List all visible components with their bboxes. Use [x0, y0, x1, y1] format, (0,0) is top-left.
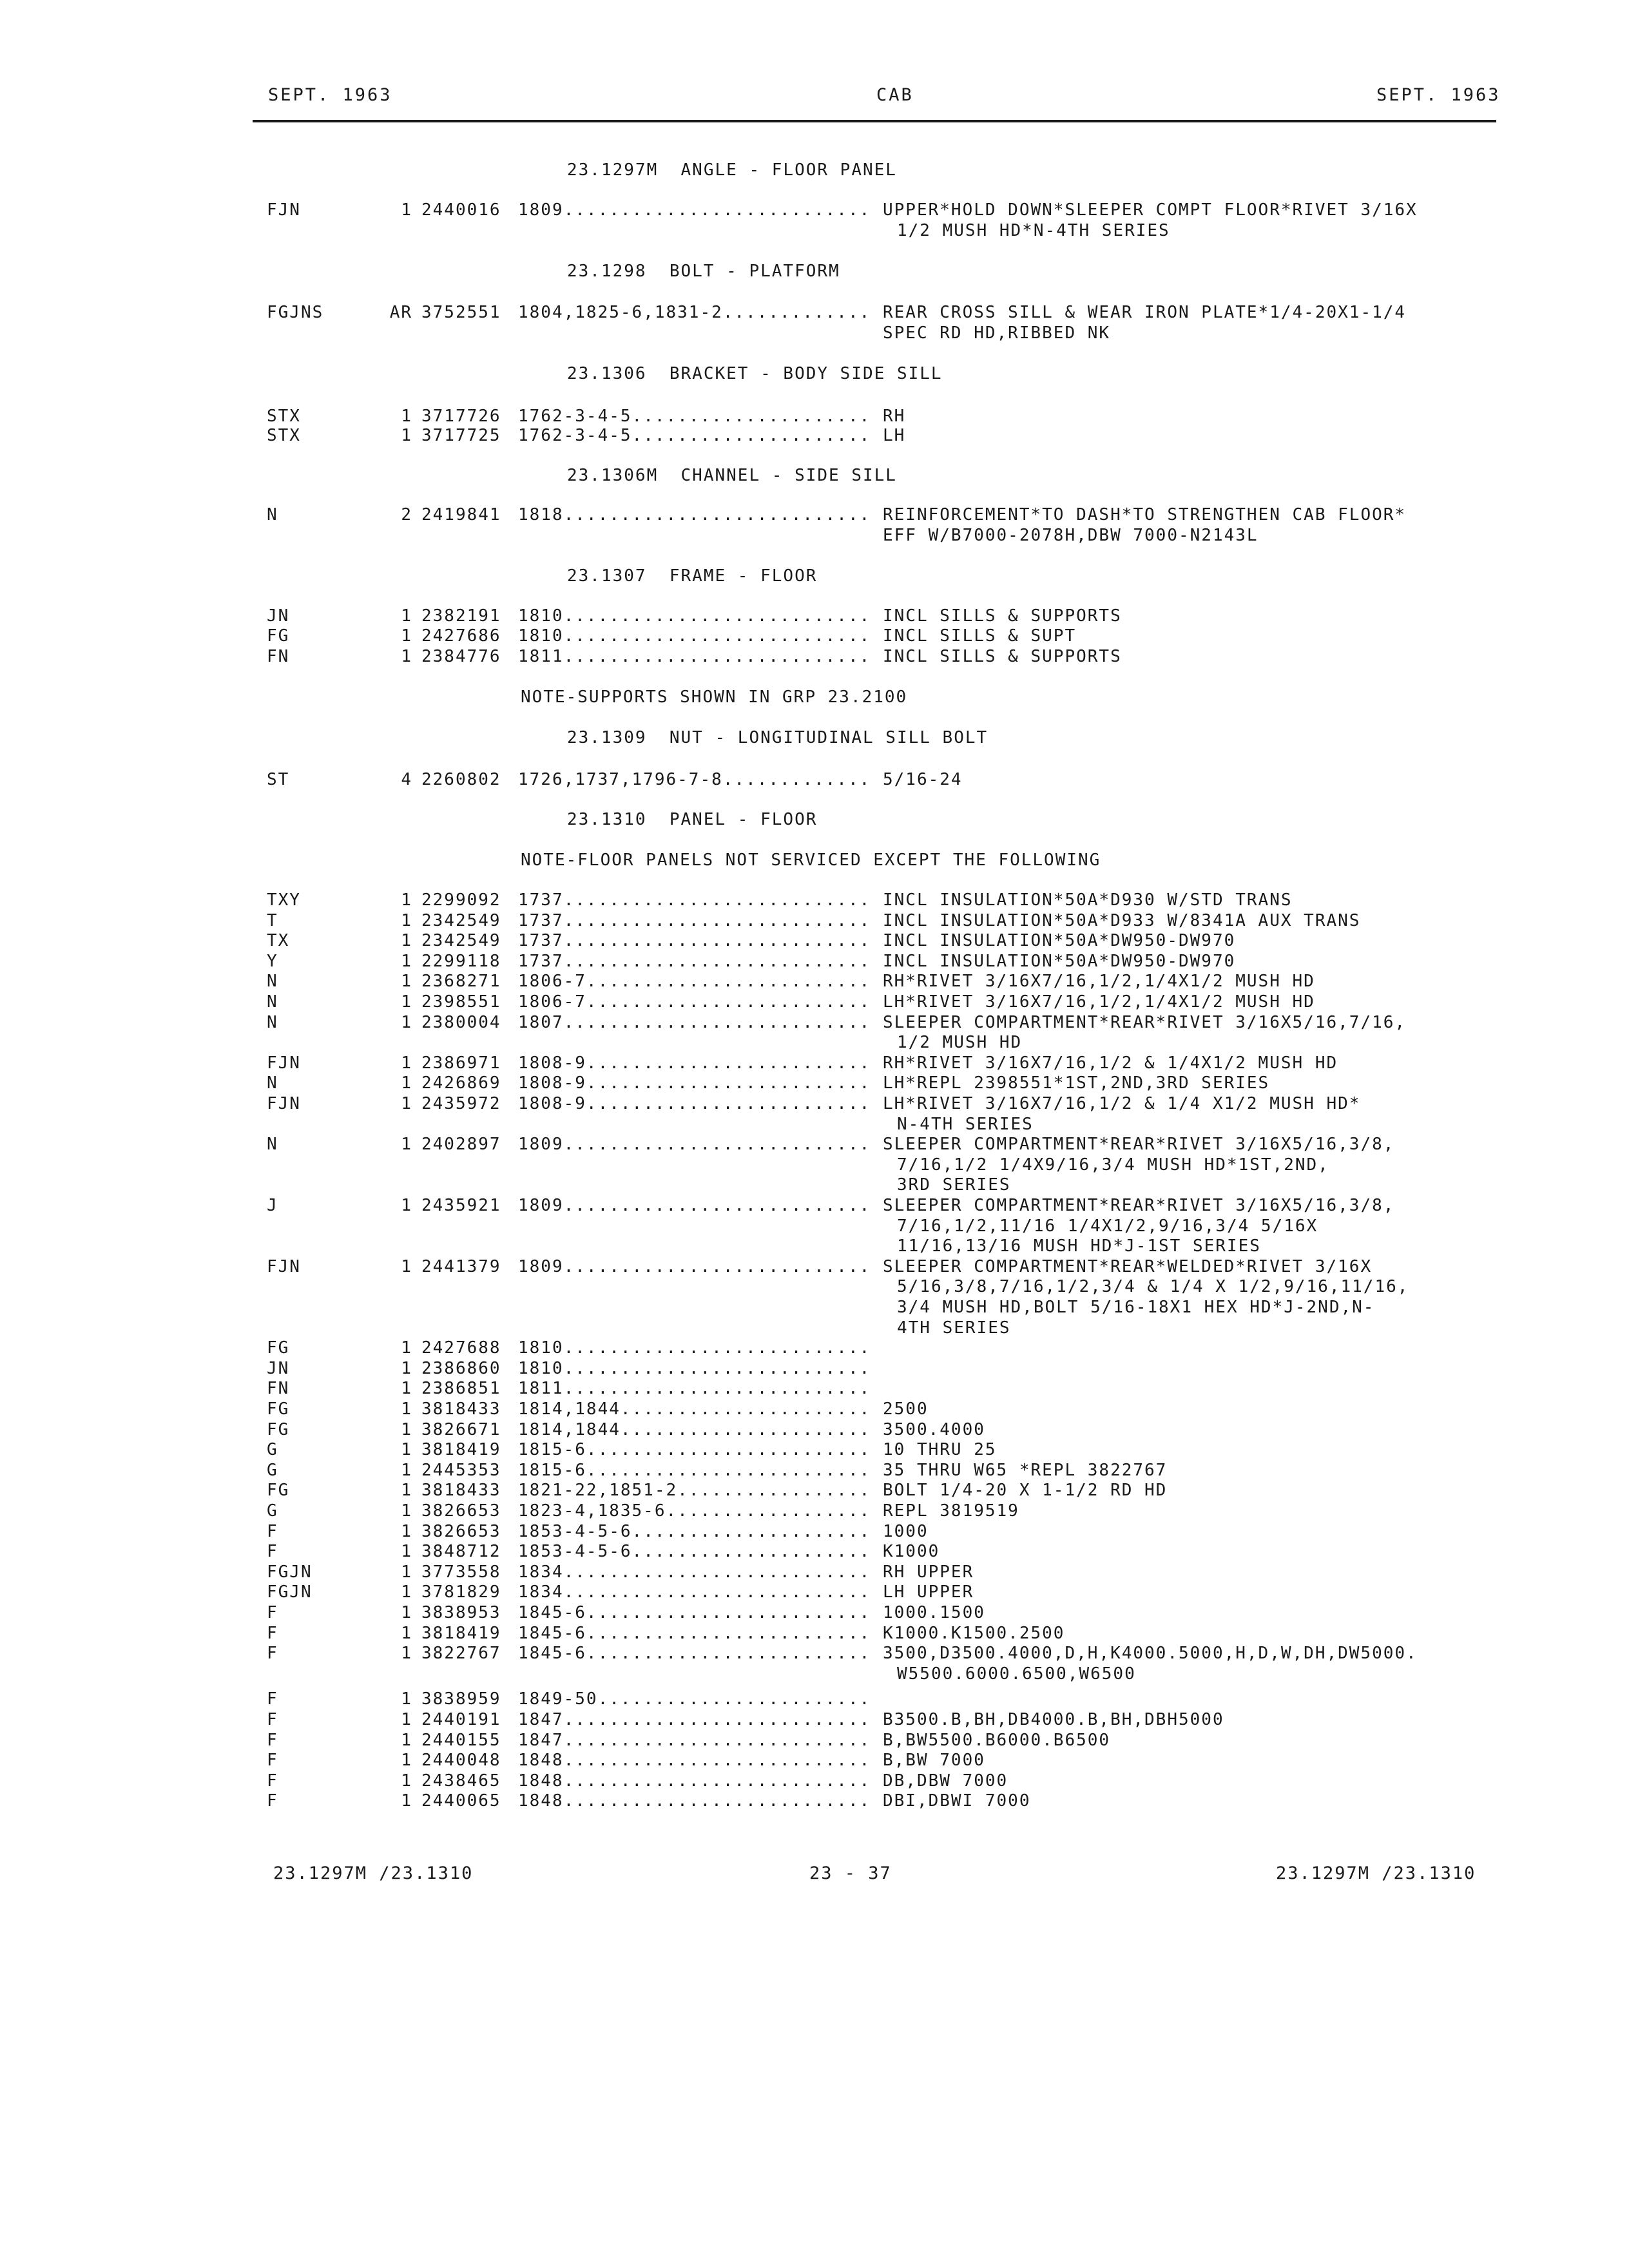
model-range: 1811...........................	[518, 647, 871, 666]
model-code: FJN	[267, 1053, 301, 1073]
quantity: 1	[401, 626, 412, 646]
header-center: CAB	[876, 85, 914, 105]
quantity: 1	[401, 1440, 412, 1460]
model-range: 1804,1825-6,1831-2.............	[518, 303, 871, 322]
model-range: 1762-3-4-5.....................	[518, 426, 871, 445]
quantity: 1	[401, 1751, 412, 1771]
description-line: SPEC RD HD,RIBBED NK	[883, 323, 1111, 343]
model-code: FG	[267, 1419, 290, 1439]
quantity: 1	[401, 1135, 412, 1155]
quantity: 1	[401, 910, 412, 930]
part-number: 2398551	[421, 992, 501, 1012]
quantity: 1	[401, 1771, 412, 1791]
description-line: 2500	[883, 1399, 929, 1419]
dot-leader: ...........................	[563, 890, 871, 910]
description-line: SLEEPER COMPARTMENT*REAR*WELDED*RIVET 3/16X	[883, 1256, 1373, 1276]
model-range: 1810...........................	[518, 1338, 871, 1358]
description-line: 35 THRU W65 *REPL 3822767	[883, 1460, 1168, 1480]
model-code: STX	[267, 426, 301, 445]
description-line: SLEEPER COMPARTMENT*REAR*RIVET 3/16X5/16,3/8,	[883, 1135, 1395, 1155]
description-line: LH	[883, 426, 906, 445]
model-range: 1848...........................	[518, 1751, 871, 1771]
model-code: FGJN	[267, 1562, 313, 1582]
dot-leader: ...........................	[563, 647, 871, 666]
part-number: 3838953	[421, 1603, 501, 1622]
quantity: 1	[401, 1481, 412, 1501]
header-left: SEPT. 1963	[268, 85, 392, 105]
description-line: DBI,DBWI 7000	[883, 1791, 1031, 1811]
description-line: 1000.1500	[883, 1603, 985, 1622]
model-range: 1726,1737,1796-7-8.............	[518, 770, 871, 789]
part-number: 3818433	[421, 1399, 501, 1419]
quantity: 1	[401, 1730, 412, 1750]
quantity: 1	[401, 647, 412, 666]
model-code: J	[267, 1196, 278, 1215]
dot-leader: ...........................	[563, 910, 871, 930]
description-line: LH*REPL 2398551*1ST,2ND,3RD SERIES	[883, 1073, 1270, 1093]
model-code: F	[267, 1542, 278, 1562]
model-range: 1737...........................	[518, 951, 871, 971]
model-code: N	[267, 505, 278, 524]
dot-leader: .....................	[631, 1521, 871, 1541]
part-number: 3781829	[421, 1582, 501, 1602]
part-number: 2440155	[421, 1730, 501, 1750]
part-number: 3773558	[421, 1562, 501, 1582]
part-number: 2427688	[421, 1338, 501, 1358]
description-line: REPL 3819519	[883, 1501, 1019, 1521]
description-line: 10 THRU 25	[883, 1440, 997, 1460]
dot-leader: .....................	[631, 407, 871, 426]
model-range: 1848...........................	[518, 1791, 871, 1811]
model-range: 1806-7.........................	[518, 972, 871, 992]
model-code: JN	[267, 606, 290, 626]
description-line: SLEEPER COMPARTMENT*REAR*RIVET 3/16X5/16,3/8,	[883, 1196, 1395, 1215]
dot-leader: .........................	[586, 1623, 871, 1643]
model-code: F	[267, 1710, 278, 1729]
model-code: G	[267, 1501, 278, 1521]
quantity: 1	[401, 1710, 412, 1729]
description-line: B,BW5500.B6000.B6500	[883, 1730, 1111, 1750]
quantity: 1	[401, 1562, 412, 1582]
quantity: 1	[401, 606, 412, 626]
dot-leader: .................	[677, 1481, 871, 1501]
section-title: 23.1298 BOLT - PLATFORM	[567, 262, 840, 281]
model-range: 1853-4-5-6.....................	[518, 1542, 871, 1562]
dot-leader: .....................	[631, 426, 871, 445]
model-range: 1845-6.........................	[518, 1603, 871, 1622]
dot-leader: ...........................	[563, 1256, 871, 1276]
model-range: 1834...........................	[518, 1582, 871, 1602]
description-line: LH*RIVET 3/16X7/16,1/2,1/4X1/2 MUSH HD	[883, 992, 1315, 1012]
model-code: TXY	[267, 890, 301, 910]
quantity: 1	[401, 1379, 412, 1399]
model-code: N	[267, 972, 278, 992]
dot-leader: .............	[722, 770, 871, 789]
part-number: 2419841	[421, 505, 501, 524]
model-code: FN	[267, 647, 290, 666]
model-range: 1807...........................	[518, 1012, 871, 1032]
dot-leader: ...........................	[563, 1791, 871, 1811]
part-number: 3826653	[421, 1521, 501, 1541]
description-line: W5500.6000.6500,W6500	[897, 1664, 1136, 1684]
model-code: FN	[267, 1379, 290, 1399]
model-range: 1808-9.........................	[518, 1053, 871, 1073]
dot-leader: ...........................	[563, 1196, 871, 1215]
part-number: 3717726	[421, 407, 501, 426]
part-number: 2384776	[421, 647, 501, 666]
quantity: 1	[401, 1358, 412, 1378]
model-range: 1810...........................	[518, 1358, 871, 1378]
description-line: RH	[883, 407, 906, 426]
dot-leader: ...........................	[563, 1562, 871, 1582]
part-number: 2386851	[421, 1379, 501, 1399]
model-range: 1737...........................	[518, 910, 871, 930]
part-number: 2440048	[421, 1751, 501, 1771]
model-code: FJN	[267, 200, 301, 220]
footer-right: 23.1297M /23.1310	[1276, 1863, 1476, 1883]
model-code: FJN	[267, 1256, 301, 1276]
model-range: 1845-6.........................	[518, 1623, 871, 1643]
description-line: 5/16-24	[883, 770, 963, 789]
description-line: B3500.B,BH,DB4000.B,BH,DBH5000	[883, 1710, 1224, 1729]
model-code: T	[267, 910, 278, 930]
part-number: 2386860	[421, 1358, 501, 1378]
part-number: 2440065	[421, 1791, 501, 1811]
quantity: 1	[401, 1689, 412, 1709]
dot-leader: ...........................	[563, 1771, 871, 1791]
dot-leader: ...........................	[563, 1730, 871, 1750]
dot-leader: ...........................	[563, 1358, 871, 1378]
part-number: 2260802	[421, 770, 501, 789]
model-code: F	[267, 1751, 278, 1771]
dot-leader: .........................	[586, 1460, 871, 1480]
model-range: 1848...........................	[518, 1771, 871, 1791]
quantity: 1	[401, 1644, 412, 1664]
quantity: 1	[401, 1196, 412, 1215]
description-line: 3500,D3500.4000,D,H,K4000.5000,H,D,W,DH,DW5000.	[883, 1644, 1418, 1664]
model-range: 1814,1844......................	[518, 1399, 871, 1419]
description-line: REINFORCEMENT*TO DASH*TO STRENGTHEN CAB FLOOR*	[883, 505, 1407, 524]
dot-leader: .........................	[586, 1603, 871, 1622]
description-line: RH UPPER	[883, 1562, 974, 1582]
footer-left: 23.1297M /23.1310	[273, 1863, 474, 1883]
quantity: 1	[401, 992, 412, 1012]
model-code: STX	[267, 407, 301, 426]
model-range: 1809...........................	[518, 1256, 871, 1276]
section-title: 23.1310 PANEL - FLOOR	[567, 810, 818, 829]
model-range: 1847...........................	[518, 1710, 871, 1729]
quantity: 1	[401, 1073, 412, 1093]
description-line: 3500.4000	[883, 1419, 985, 1439]
model-range: 1823-4,1835-6..................	[518, 1501, 871, 1521]
model-range: 1810...........................	[518, 606, 871, 626]
model-range: 1737...........................	[518, 931, 871, 951]
dot-leader: .........................	[586, 992, 871, 1012]
dot-leader: .........................	[586, 1094, 871, 1113]
description-line: 1/2 MUSH HD	[897, 1033, 1023, 1053]
quantity: 1	[401, 1094, 412, 1113]
model-code: N	[267, 1012, 278, 1032]
part-number: 2402897	[421, 1135, 501, 1155]
quantity: AR	[389, 303, 412, 322]
quantity: 1	[401, 931, 412, 951]
footer-page-number: 23 - 37	[809, 1863, 892, 1883]
model-range: 1809...........................	[518, 1196, 871, 1215]
model-range: 1834...........................	[518, 1562, 871, 1582]
section-note: NOTE-FLOOR PANELS NOT SERVICED EXCEPT THE FOLLOWING	[521, 850, 1101, 870]
dot-leader: ...........................	[563, 606, 871, 626]
part-number: 2435921	[421, 1196, 501, 1215]
model-code: F	[267, 1771, 278, 1791]
quantity: 1	[401, 426, 412, 445]
description-line: 11/16,13/16 MUSH HD*J-1ST SERIES	[897, 1236, 1261, 1256]
quantity: 1	[401, 1623, 412, 1643]
section-title: 23.1306M CHANNEL - SIDE SILL	[567, 466, 897, 485]
dot-leader: .........................	[586, 1644, 871, 1664]
model-range: 1810...........................	[518, 626, 871, 646]
model-range: 1847...........................	[518, 1730, 871, 1750]
model-code: JN	[267, 1358, 290, 1378]
quantity: 1	[401, 1542, 412, 1562]
quantity: 1	[401, 407, 412, 426]
part-number: 3717725	[421, 426, 501, 445]
model-range: 1737...........................	[518, 890, 871, 910]
quantity: 1	[401, 1791, 412, 1811]
dot-leader: ...........................	[563, 1582, 871, 1602]
model-code: FJN	[267, 1094, 301, 1113]
part-number: 2368271	[421, 972, 501, 992]
quantity: 1	[401, 1419, 412, 1439]
model-range: 1808-9.........................	[518, 1073, 871, 1093]
dot-leader: ...........................	[563, 1135, 871, 1155]
description-line: INCL INSULATION*50A*DW950-DW970	[883, 951, 1236, 971]
description-line: INCL INSULATION*50A*DW950-DW970	[883, 931, 1236, 951]
quantity: 1	[401, 1053, 412, 1073]
part-number: 2382191	[421, 606, 501, 626]
dot-leader: .............	[722, 303, 871, 322]
model-code: N	[267, 1135, 278, 1155]
part-number: 2440016	[421, 200, 501, 220]
quantity: 1	[401, 1501, 412, 1521]
model-range: 1853-4-5-6.....................	[518, 1521, 871, 1541]
part-number: 3818433	[421, 1481, 501, 1501]
model-range: 1818...........................	[518, 505, 871, 524]
model-code: ST	[267, 770, 290, 789]
description-line: B,BW 7000	[883, 1751, 985, 1771]
section-title: 23.1297M ANGLE - FLOOR PANEL	[567, 160, 897, 180]
model-range: 1806-7.........................	[518, 992, 871, 1012]
model-code: FGJNS	[267, 303, 324, 322]
dot-leader: ...........................	[563, 1710, 871, 1729]
description-line: 7/16,1/2 1/4X9/16,3/4 MUSH HD*1ST,2ND,	[897, 1155, 1329, 1175]
model-code: FG	[267, 1399, 290, 1419]
quantity: 1	[401, 1256, 412, 1276]
model-code: F	[267, 1689, 278, 1709]
part-number: 2342549	[421, 931, 501, 951]
description-line: DB,DBW 7000	[883, 1771, 1008, 1791]
dot-leader: ...........................	[563, 626, 871, 646]
dot-leader: ........................	[597, 1689, 871, 1709]
dot-leader: ...........................	[563, 505, 871, 524]
description-line: K1000.K1500.2500	[883, 1623, 1065, 1643]
dot-leader: ...........................	[563, 1751, 871, 1771]
description-line: LH*RIVET 3/16X7/16,1/2 & 1/4 X1/2 MUSH HD*	[883, 1094, 1361, 1113]
part-number: 2380004	[421, 1012, 501, 1032]
model-range: 1814,1844......................	[518, 1419, 871, 1439]
part-number: 2445353	[421, 1460, 501, 1480]
part-number: 3818419	[421, 1623, 501, 1643]
description-line: 5/16,3/8,7/16,1/2,3/4 & 1/4 X 1/2,9/16,11/16,	[897, 1277, 1409, 1297]
description-line: 7/16,1/2,11/16 1/4X1/2,9/16,3/4 5/16X	[897, 1216, 1318, 1236]
part-number: 3822767	[421, 1644, 501, 1664]
dot-leader: ......................	[620, 1399, 871, 1419]
description-line: K1000	[883, 1542, 940, 1562]
quantity: 1	[401, 1460, 412, 1480]
model-range: 1762-3-4-5.....................	[518, 407, 871, 426]
model-code: G	[267, 1440, 278, 1460]
description-line: UPPER*HOLD DOWN*SLEEPER COMPT FLOOR*RIVET 3/16X	[883, 200, 1418, 220]
description-line: BOLT 1/4-20 X 1-1/2 RD HD	[883, 1481, 1168, 1501]
section-note: NOTE-SUPPORTS SHOWN IN GRP 23.2100	[521, 687, 908, 707]
description-line: 3RD SERIES	[897, 1175, 1011, 1195]
description-line: INCL SILLS & SUPPORTS	[883, 647, 1122, 666]
model-range: 1845-6.........................	[518, 1644, 871, 1664]
description-line: INCL INSULATION*50A*D930 W/STD TRANS	[883, 890, 1293, 910]
description-line: RH*RIVET 3/16X7/16,1/2,1/4X1/2 MUSH HD	[883, 972, 1315, 992]
description-line: 4TH SERIES	[897, 1318, 1011, 1338]
description-line: 1/2 MUSH HD*N-4TH SERIES	[897, 220, 1170, 240]
section-title: 23.1306 BRACKET - BODY SIDE SILL	[567, 364, 943, 383]
quantity: 1	[401, 1399, 412, 1419]
model-range: 1811...........................	[518, 1379, 871, 1399]
quantity: 1	[401, 1603, 412, 1622]
part-number: 2441379	[421, 1256, 501, 1276]
quantity: 4	[401, 770, 412, 789]
model-range: 1809...........................	[518, 1135, 871, 1155]
description-line: INCL INSULATION*50A*D933 W/8341A AUX TRANS	[883, 910, 1361, 930]
header-rule	[253, 120, 1496, 122]
part-number: 2435972	[421, 1094, 501, 1113]
part-number: 3838959	[421, 1689, 501, 1709]
dot-leader: ...........................	[563, 1338, 871, 1358]
part-number: 2438465	[421, 1771, 501, 1791]
model-range: 1808-9.........................	[518, 1094, 871, 1113]
model-code: F	[267, 1791, 278, 1811]
quantity: 2	[401, 505, 412, 524]
dot-leader: .........................	[586, 1073, 871, 1093]
part-number: 2426869	[421, 1073, 501, 1093]
model-range: 1821-22,1851-2.................	[518, 1481, 871, 1501]
quantity: 1	[401, 1338, 412, 1358]
part-number: 2427686	[421, 626, 501, 646]
description-line: INCL SILLS & SUPT	[883, 626, 1077, 646]
dot-leader: .........................	[586, 972, 871, 992]
model-code: F	[267, 1521, 278, 1541]
description-line: RH*RIVET 3/16X7/16,1/2 & 1/4X1/2 MUSH HD	[883, 1053, 1338, 1073]
model-range: 1815-6.........................	[518, 1460, 871, 1480]
dot-leader: ...........................	[563, 951, 871, 971]
model-range: 1809...........................	[518, 200, 871, 220]
model-code: N	[267, 992, 278, 1012]
model-code: G	[267, 1460, 278, 1480]
model-code: N	[267, 1073, 278, 1093]
description-line: LH UPPER	[883, 1582, 974, 1602]
model-range: 1849-50........................	[518, 1689, 871, 1709]
model-range: 1815-6.........................	[518, 1440, 871, 1460]
dot-leader: ...........................	[563, 200, 871, 220]
section-title: 23.1309 NUT - LONGITUDINAL SILL BOLT	[567, 728, 988, 747]
dot-leader: .........................	[586, 1053, 871, 1073]
model-code: FG	[267, 1338, 290, 1358]
part-number: 2386971	[421, 1053, 501, 1073]
dot-leader: ...........................	[563, 1379, 871, 1399]
description-line: INCL SILLS & SUPPORTS	[883, 606, 1122, 626]
model-code: F	[267, 1603, 278, 1622]
model-code: FG	[267, 1481, 290, 1501]
quantity: 1	[401, 1582, 412, 1602]
part-number: 2342549	[421, 910, 501, 930]
model-code: F	[267, 1730, 278, 1750]
dot-leader: ..................	[666, 1501, 871, 1521]
dot-leader: ...........................	[563, 1012, 871, 1032]
description-line: REAR CROSS SILL & WEAR IRON PLATE*1/4-20X1-1/4	[883, 303, 1407, 322]
part-number: 3826653	[421, 1501, 501, 1521]
part-number: 3818419	[421, 1440, 501, 1460]
header-right: SEPT. 1963	[1376, 85, 1501, 105]
description-line: EFF W/B7000-2078H,DBW 7000-N2143L	[883, 525, 1258, 545]
part-number: 3826671	[421, 1419, 501, 1439]
model-code: F	[267, 1623, 278, 1643]
description-line: 3/4 MUSH HD,BOLT 5/16-18X1 HEX HD*J-2ND,N-	[897, 1297, 1375, 1317]
dot-leader: .....................	[631, 1542, 871, 1562]
description-line: SLEEPER COMPARTMENT*REAR*RIVET 3/16X5/16,7/16,	[883, 1012, 1407, 1032]
quantity: 1	[401, 951, 412, 971]
model-code: FGJN	[267, 1582, 313, 1602]
quantity: 1	[401, 1012, 412, 1032]
model-code: TX	[267, 931, 290, 951]
dot-leader: ...........................	[563, 931, 871, 951]
part-number: 2299118	[421, 951, 501, 971]
part-number: 3848712	[421, 1542, 501, 1562]
model-code: FG	[267, 626, 290, 646]
model-code: Y	[267, 951, 278, 971]
quantity: 1	[401, 200, 412, 220]
dot-leader: ......................	[620, 1419, 871, 1439]
dot-leader: .........................	[586, 1440, 871, 1460]
quantity: 1	[401, 890, 412, 910]
quantity: 1	[401, 972, 412, 992]
part-number: 3752551	[421, 303, 501, 322]
model-code: F	[267, 1644, 278, 1664]
description-line: 1000	[883, 1521, 929, 1541]
part-number: 2440191	[421, 1710, 501, 1729]
section-title: 23.1307 FRAME - FLOOR	[567, 566, 818, 586]
part-number: 2299092	[421, 890, 501, 910]
description-line: N-4TH SERIES	[897, 1114, 1034, 1134]
quantity: 1	[401, 1521, 412, 1541]
